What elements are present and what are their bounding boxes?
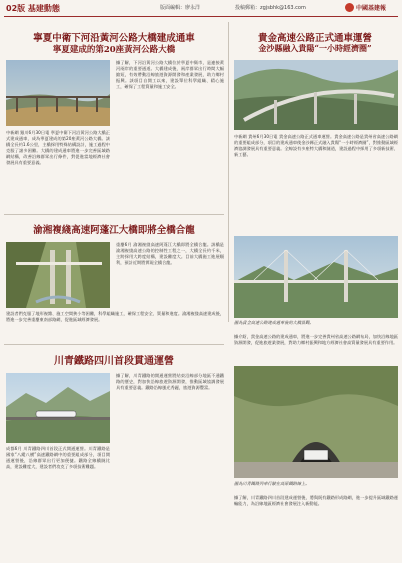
article2-body2: 據介紹，貴金高速公路的建成通車，將進一步完善貴州省高速公路網布局，加快沿線地區資源開發，促進旅遊業發展，對助力鄉村振興和地方經濟社會高質量發展具有重要作用。 xyxy=(234,334,398,345)
editor-label: 版面編輯：廖永洋 xyxy=(160,5,201,11)
divider-article1 xyxy=(4,214,224,215)
article2-photo-top xyxy=(234,60,398,130)
logo-text: 中國基建報 xyxy=(356,5,387,12)
column-divider xyxy=(228,22,229,322)
header-rule xyxy=(4,16,398,17)
article4-body-right: 據了解，川青鐵路四川首段建成運營後，將與既有鐵路形成路網，進一步提升區域鐵路運輸能力，為沿線地區經濟社會發展注入新動能。 xyxy=(234,495,398,506)
article2-subtitle: 金沙縣融入貴陽“一小時經濟圈” xyxy=(258,43,372,53)
article4-photo-tunnel xyxy=(234,366,398,478)
article2-title: 貴金高速公路正式通車運營 xyxy=(257,33,372,44)
article4-body-left: 成都6月 川青鐵路四川首段正式開通運營。川青鐵路是國家“八縱八橫”高速鐵路網中的重要組成部分，項目開通運營後，沿線群眾出行更加便捷。鐵路全線橋隧比高，建設難度大，建設者們攻克了多項技術難題。 xyxy=(6,446,110,469)
divider-article3 xyxy=(4,344,224,345)
article3-body-left: 重慶6月 渝湘複綫高速阿蓬江大橋即將全橋合龍。該橋是渝湘複綫高速公路的控制性工程之一，大橋全長約千米，主跨採用大跨度結構，建設難度大。目前大橋施工進展順利，預計近期將實現全橋合龍。 xyxy=(116,242,224,265)
article3-body-right: 建設者們克服了地形複雜、施工空間狹小等困難，科學組織施工，確保工程安全、質量和進度。渝湘複綫高速建成後，將進一步完善重慶東南部路網，促進區域經濟發展。 xyxy=(6,311,224,322)
article2-caption: 圖為貴金高速公路建成通車後的大橋景觀。 xyxy=(234,320,314,325)
page-section-label: 02版 基建動態 xyxy=(6,4,60,13)
article3-title: 渝湘複綫高速阿蓬江大橋即將全橋合龍 xyxy=(33,225,195,236)
article3-photo xyxy=(6,242,110,308)
email-label: 投稿郵箱：zgjsbhk@163.com xyxy=(235,5,306,11)
logo-mark-icon xyxy=(345,3,354,12)
article1-subtitle: 寧夏建成的第20座黃河公路大橋 xyxy=(52,45,176,55)
article1-body-left: 中新網 銀川6月30日電 寧夏中衛下河沿黃河公路大橋正式建成通車，成為寧夏建成的第20座黃河公路大橋。該橋全長約1.6公里，主橋採用特殊結構設計，施工過程中克服了諸多困難。大橋的建成通車將進一步完善區域路網結構，改善沿線群眾出行條件，對促進當地經濟社會發展具有重要意義。 xyxy=(6,130,110,165)
article2-body: 中新網 貴州6月30日電 貴金高速公路正式通車運營。貴金高速公路是貴州省高速公路網的重要組成部分，項目的建成通車使金沙縣正式融入貴陽“一小時經濟圈”，對推動區域經濟協調發展具有重要意義。全線設有多座特大橋和隧道，建設過程中採用了多項新技術、新工藝。 xyxy=(234,134,398,157)
article1-title: 寧夏中衛下河沿黃河公路大橋建成通車 xyxy=(33,33,195,44)
article4-photo xyxy=(6,373,110,443)
page-header xyxy=(0,0,402,16)
article1-body-right: 據了解，下河沿黃河公路大橋位於寧夏中衛市，是連接黃河兩岸的重要通道。大橋建成後，兩岸群眾出行時間大幅縮短，有效帶動沿線旅遊資源開發和產業發展，助力鄉村振興。該項目自開工以來，建設單位科學組織、精心施工，確保了工程質量和施工安全。 xyxy=(116,60,224,89)
article4-title: 川青鐵路四川首段貫通運營 xyxy=(54,356,174,367)
article1-photo xyxy=(6,60,110,126)
article2-photo-bridge xyxy=(234,236,398,318)
article4-caption: 圖為川青鐵路列車行駛在高原鐵路線上。 xyxy=(234,481,310,486)
brand-logo xyxy=(345,2,401,13)
article4-body-mid: 據了解，川青鐵路的開通運營將結束沿線部分地區不通鐵路的歷史，對加快沿線旅遊資源開發，推動區域協調發展具有重要意義。鐵路沿線風光秀麗，旅遊資源豐富。 xyxy=(116,373,224,390)
